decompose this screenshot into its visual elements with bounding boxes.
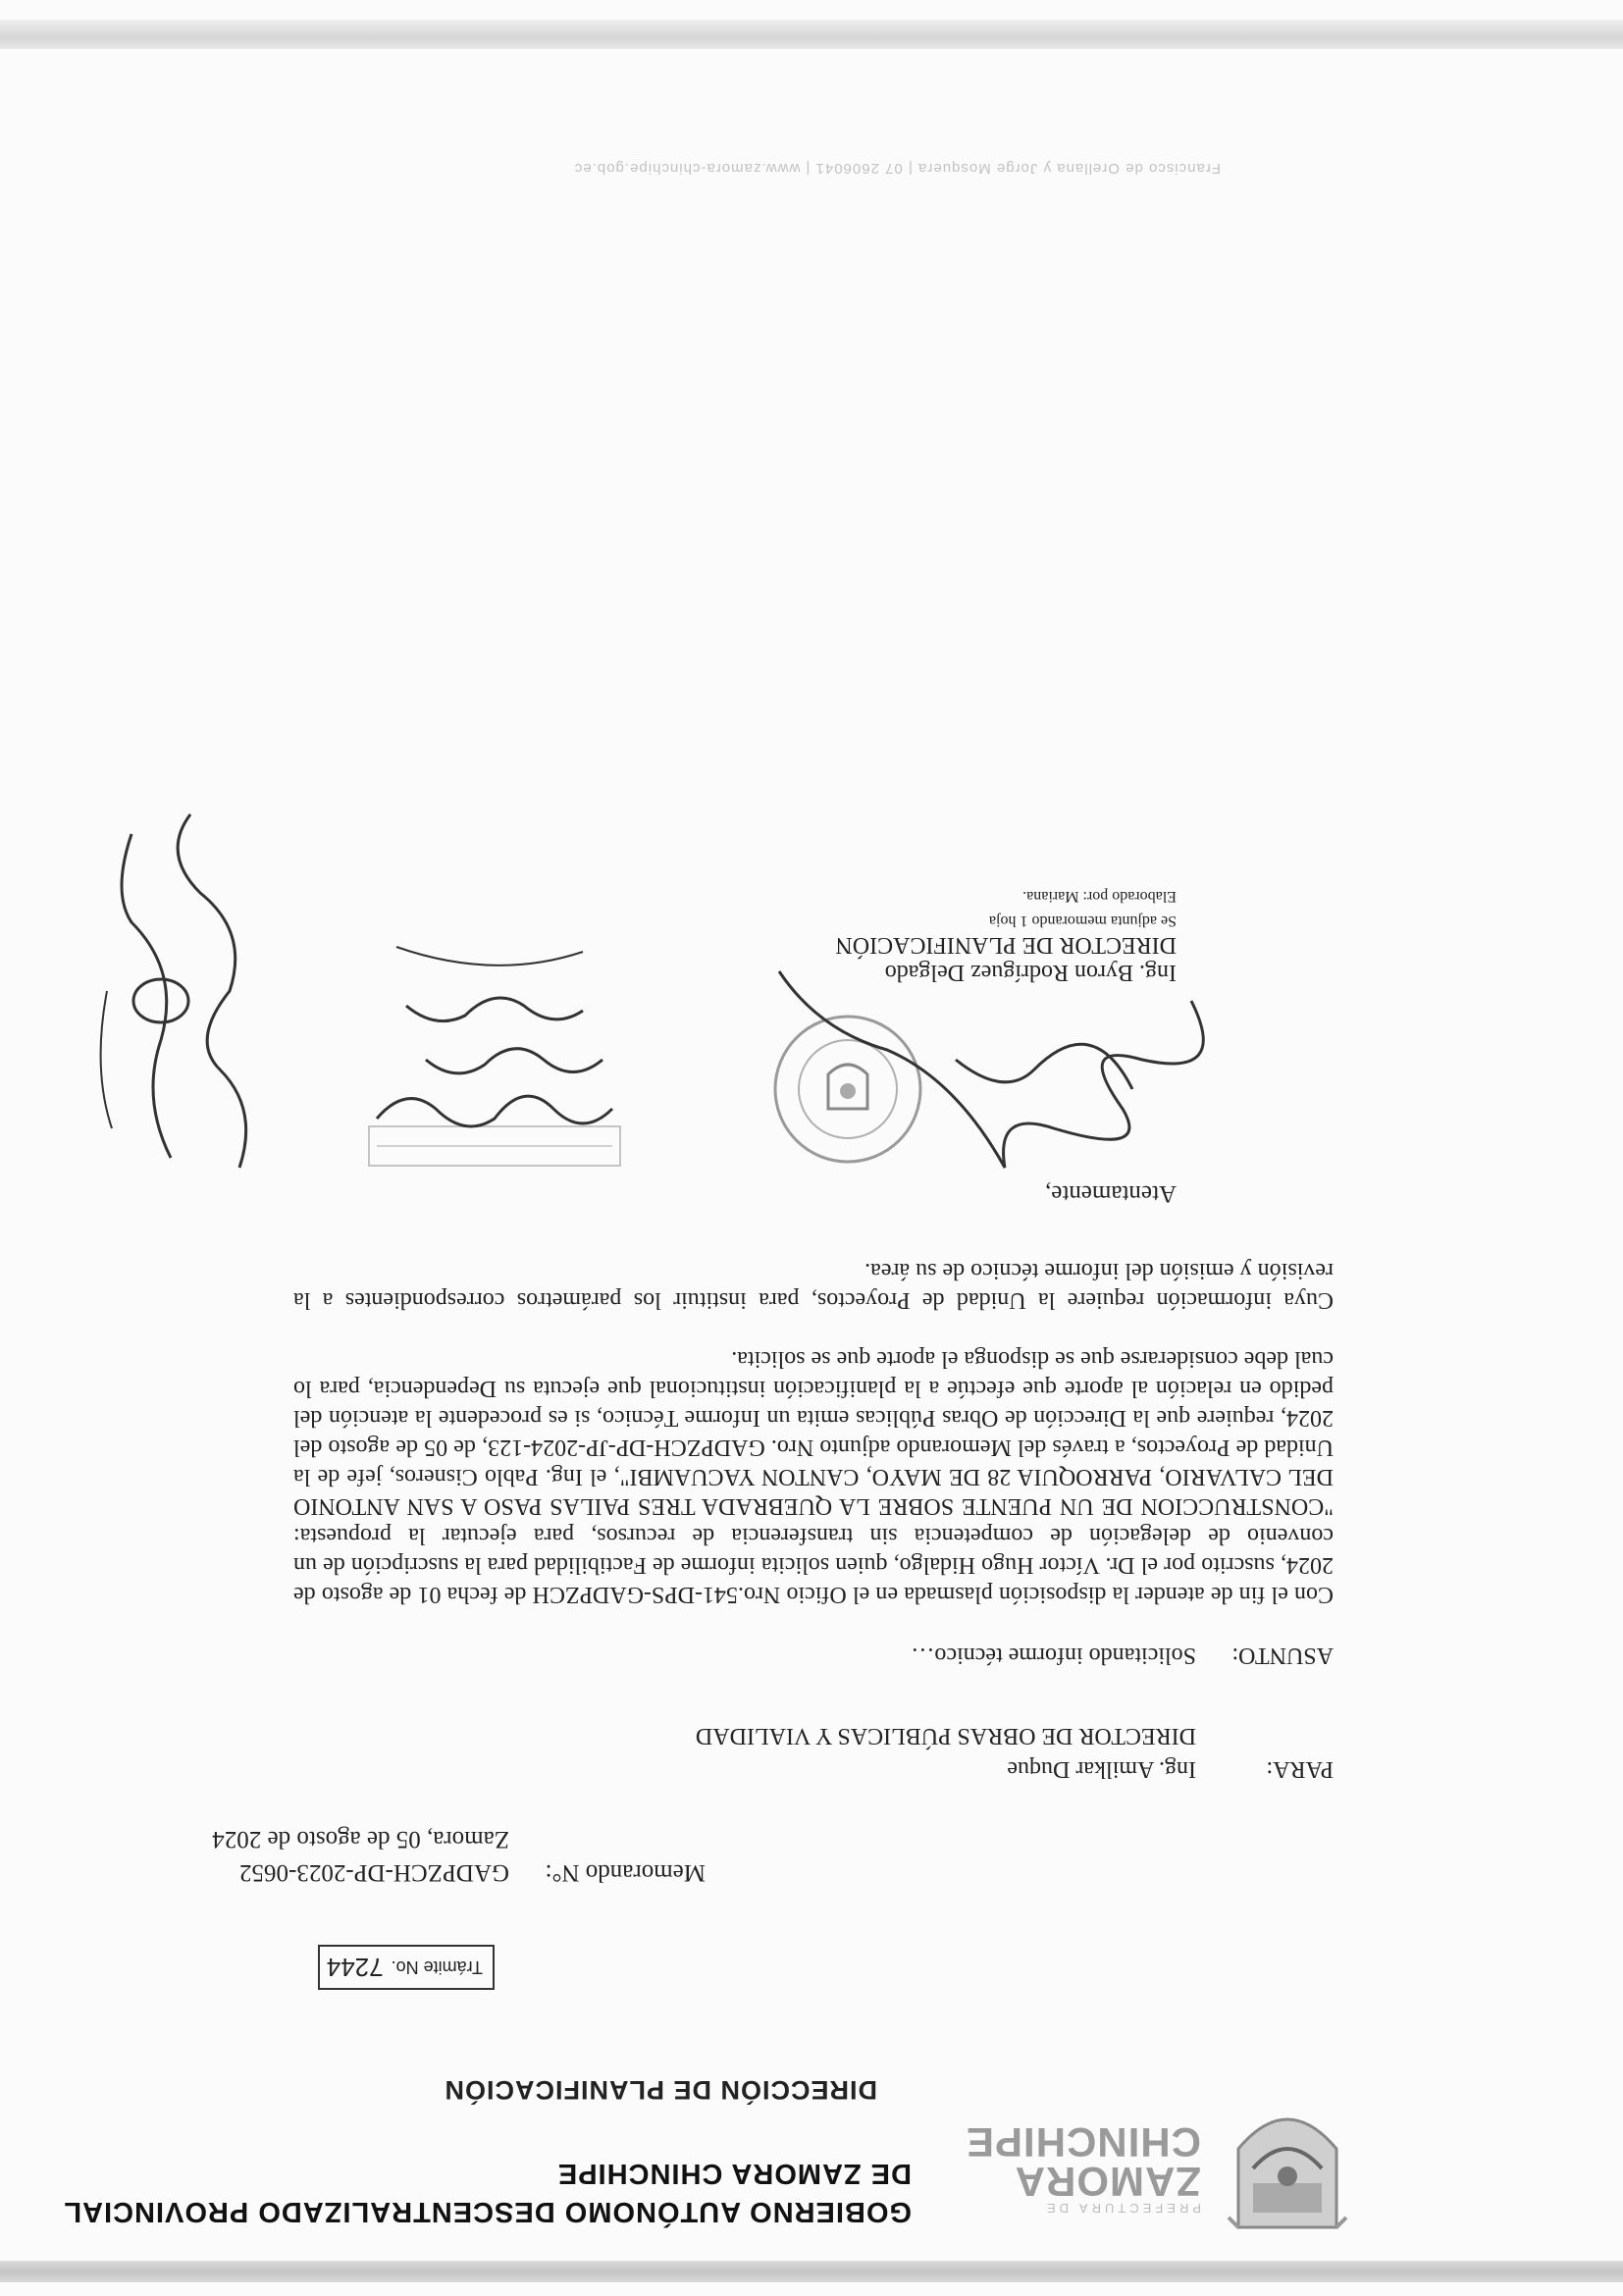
footer-contact-info: Francisco de Orellana y Jorge Mosquera | 07 2606041 | www.zamora-chinchipe.gob.ec <box>573 160 1221 177</box>
provincial-coat-of-arms-logo <box>1209 2090 1366 2237</box>
prepared-by: Elaborado por: Mariana. <box>1022 888 1177 905</box>
recipient-block <box>696 1719 1334 1786</box>
memo-number-label: Memorando N°: <box>545 1859 706 1886</box>
body-paragraph-2: Cuya información requiere la Unidad de Proyectos, para instituir los parámetros correspondientes a la revisión y emisión del informe técnico de su área. <box>293 1258 1334 1313</box>
tramite-number: 7244 <box>326 1953 384 1983</box>
department-name: DIRECCIÓN DE PLANIFICACIÓN <box>444 2075 877 2105</box>
signer-block <box>835 910 1177 986</box>
subject-line <box>911 1642 1334 1668</box>
handwritten-receipt-strokes <box>347 922 642 1177</box>
logo-wordmark: PREFECTURA DE ZAMORA CHINCHIPE <box>965 2119 1201 2216</box>
org-line-2: DE ZAMORA CHINCHIPE <box>556 2158 912 2189</box>
signer-name: Ing. Byron Rodríguez Delgado <box>884 960 1177 985</box>
tramite-box <box>318 1945 495 1990</box>
handwritten-margin-note <box>73 805 279 1187</box>
memo-place-date: Zamora, 05 de agosto de 2024 <box>212 1826 509 1852</box>
tramite-label: Trámite No. <box>391 1957 483 1978</box>
memo-number: GADPZCH-DP-2023-0652 <box>239 1859 509 1886</box>
body-paragraph-1: Con el fin de atender la disposición plasmada en el Oficio Nro.541-DPS-GADPZCH de fecha 01 de agosto de 2024, suscrito por el Dr. Víctor Hugo Hidalgo, quien solicita informe de Factibilidad para la suscripción de un convenio de delegación de competencia sin transferencia de recursos, para ejecutar la propuesta: "CONSTRUCCION DE UN PUENTE SOBRE LA QUEBRADA TRES PAILAS PASO A SAN ANTONIO DEL CALVARIO, PARROQUIA 28 DE MAYO, CANTON YACUAMBI", el Ing. Pablo Cisneros, jefe de la Unidad de Proyectos, a través del Memorando adjunto Nro. GADPZCH-DP-JP-2024-123, de 05 de agosto del 2024, requiere que la Dirección de Obras Públicas emita un Informe Técnico, si es procedente la atención del pedido en relación al aporte que efectúe a la planificación institucional que ejecuta su Dependencia, para lo cual debe considerarse que se disponga el aporte que se solicita. <box>293 1346 1334 1607</box>
closing-salutation: Atentamente, <box>1045 1180 1177 1207</box>
asunto-text: Solicitando informe técnico… <box>911 1643 1196 1668</box>
asunto-label: ASUNTO: <box>1231 1643 1334 1668</box>
memo-header <box>212 1822 706 1889</box>
para-label: PARA: <box>1266 1756 1334 1782</box>
recipient-title: DIRECTOR DE OBRAS PÚBLICAS Y VIALIDAD <box>695 1723 1196 1748</box>
handwritten-signature <box>759 962 1250 1197</box>
attachment-note: Se adjunta memorando 1 hoja <box>988 913 1177 929</box>
signer-title: DIRECTOR DE PLANIFICACIÓN <box>835 932 1177 958</box>
organization-name <box>63 2157 912 2227</box>
handwritten-receipt-note <box>347 922 642 1177</box>
recipient-name: Ing. Amilkar Duque <box>1007 1756 1196 1782</box>
org-line-1: GOBIERNO AUTÓNOMO DESCENTRALIZADO PROVINCIAL <box>63 2196 912 2227</box>
scan-top-band <box>0 2261 1623 2282</box>
scan-bottom-band <box>0 20 1623 49</box>
